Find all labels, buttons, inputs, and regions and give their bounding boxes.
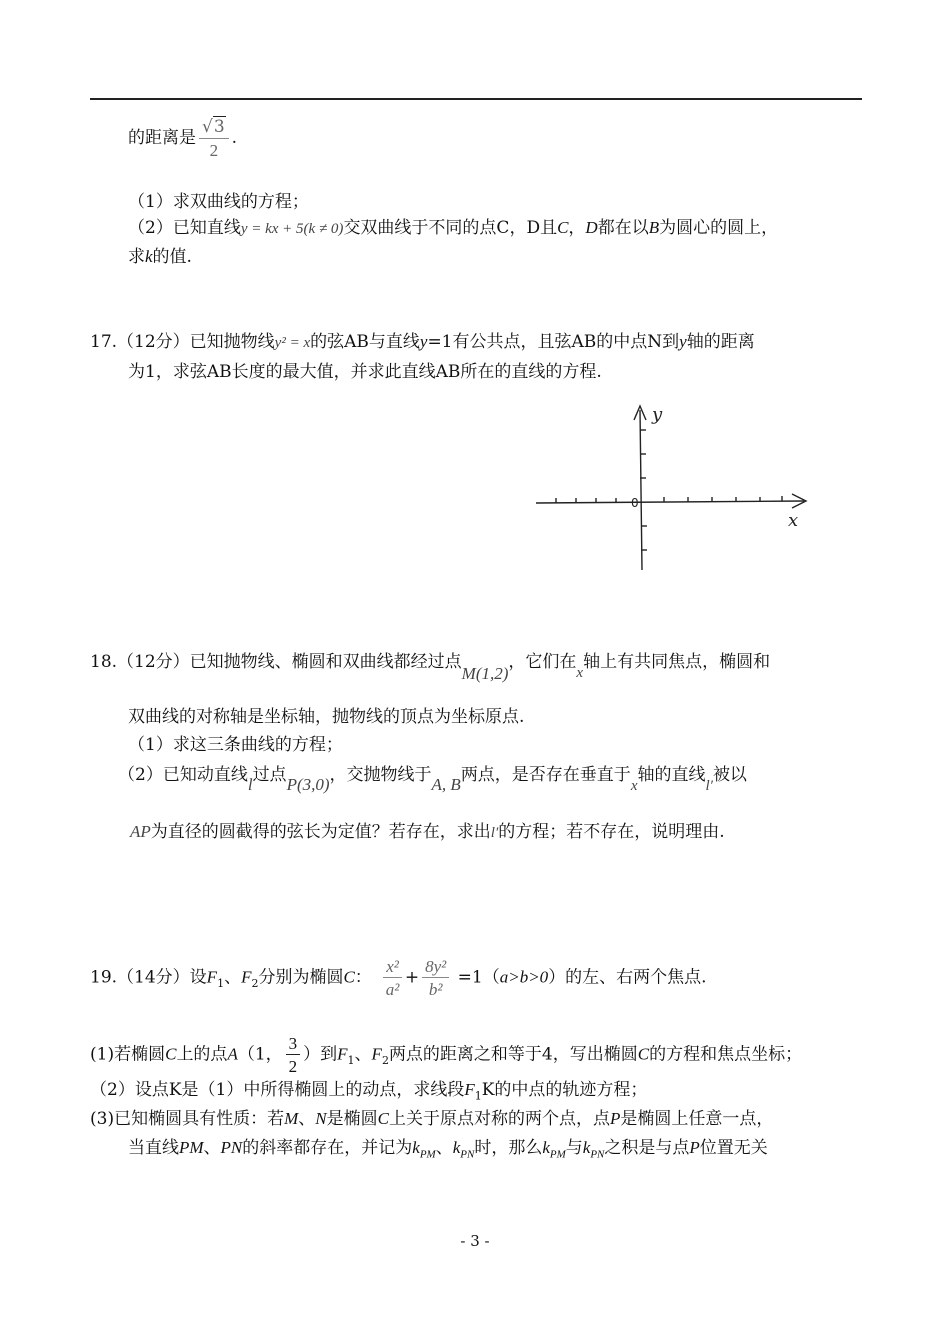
coordinate-axes-sketch <box>534 400 824 580</box>
y-axis-line <box>640 410 642 570</box>
q17-line2: 为1，求弦AB长度的最大值，并求此直线AB所在的直线的方程. <box>128 362 602 382</box>
origin-label: 0 <box>631 496 639 510</box>
q18-line2: 双曲线的对称轴是坐标轴，抛物线的顶点为坐标原点. <box>128 707 525 727</box>
8y2-over-b2: $\frac{\text{8y²}}{\text{b²}}$ <box>422 958 449 998</box>
q19-part3-cont: 当直线PM、PN的斜率都存在，并记为$k_{PM}$、$k_{PN}$时，那么$k_{PM}$与$k_{PN}$之积是与点P位置无关 <box>128 1138 768 1161</box>
three-halves: $\frac{3}{2}$ <box>286 1035 301 1075</box>
q19-part2: （2）设点K是（1）中所得椭圆上的动点，求线段$F_1K$的中点的轨迹方程； <box>90 1080 648 1103</box>
page-number: - 3 - <box>460 1232 490 1250</box>
q16-part2: （2）已知直线y = kx + 5(k ≠ 0)交双曲线于不同的点C，D且C，D都在以B为圆心的圆上， <box>128 218 779 238</box>
q16-distance-line: 的距离是 $\frac{√3}{2}$ . <box>128 117 238 160</box>
sqrt3-over-2: $\frac{√3}{2}$ <box>199 118 229 159</box>
q19-part1: (1)若椭圆C上的点A（1， $\frac{3}{2}$ ）到$F_1$、$F_2$两点的距离之和等于4，写出椭圆C的方程和焦点坐标； <box>90 1034 803 1076</box>
q16-part2-cont: 求k的值. <box>128 247 192 267</box>
header-rule <box>90 98 862 100</box>
q19-line1: 19.（14分）设$F_1$、$F_2$分别为椭圆C： $\frac{\text{x²}}{\text{a²}}$ + $\frac{\text{8y²}}{\text{b²}}$ =1（a>b>0）的左、右两个焦点. <box>90 957 707 999</box>
q18-part2: （2）已知动直线l过点P(3,0)，交抛物线于A, B两点，是否存在垂直于x轴的直线l′被以 <box>118 765 747 794</box>
q18-part1: （1）求这三条曲线的方程； <box>128 735 343 755</box>
q17-line1: 17.（12分）已知抛物线y² = x的弦AB与直线y=1有公共点，且弦AB的中点N到y轴的距离 <box>90 332 755 352</box>
q18-part2-cont: AP为直径的圆截得的弦长为定值？若存在，求出l′的方程；若不存在，说明理由. <box>130 822 725 842</box>
q16-part1: （1）求双曲线的方程； <box>128 192 309 212</box>
q19-part3: (3)已知椭圆具有性质：若M、N是椭圆C上关于原点对称的两个点，点P是椭圆上任意一点， <box>90 1109 774 1129</box>
x2-over-a2: $\frac{\text{x²}}{\text{a²}}$ <box>383 958 402 998</box>
x-axis-label: x <box>788 510 799 531</box>
y-axis-label: y <box>652 404 663 425</box>
q18-line1: 18.（12分）已知抛物线、椭圆和双曲线都经过点M(1,2)，它们在x轴上有共同焦点，椭圆和 <box>90 652 771 683</box>
